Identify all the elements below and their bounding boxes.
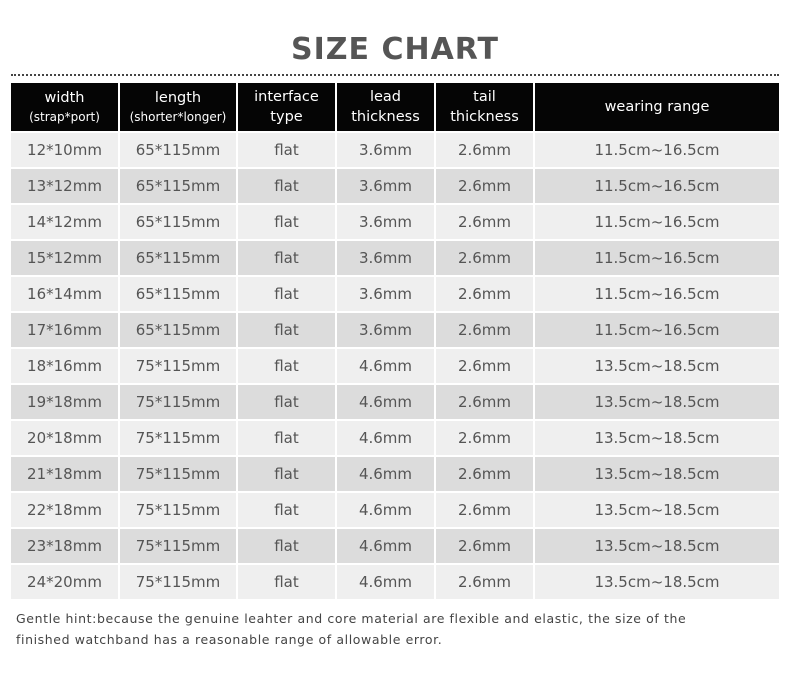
cell-length: 65*115mm bbox=[120, 311, 238, 347]
cell-wearing-range: 13.5cm~18.5cm bbox=[535, 563, 779, 599]
header-lead-thickness bbox=[337, 83, 436, 131]
cell-tail-thickness: 2.6mm bbox=[436, 275, 535, 311]
cell-lead-thickness: 4.6mm bbox=[337, 419, 436, 455]
table-row bbox=[11, 311, 779, 347]
cell-width: 15*12mm bbox=[11, 239, 120, 275]
cell-interface-type: flat bbox=[238, 455, 337, 491]
table-row bbox=[11, 275, 779, 311]
cell-width: 23*18mm bbox=[11, 527, 120, 563]
header-sublabel: (strap*port) bbox=[29, 110, 100, 124]
cell-tail-thickness: 2.6mm bbox=[436, 239, 535, 275]
cell-interface-type: flat bbox=[238, 383, 337, 419]
cell-interface-type: flat bbox=[238, 311, 337, 347]
cell-lead-thickness: 3.6mm bbox=[337, 275, 436, 311]
cell-tail-thickness: 2.6mm bbox=[436, 419, 535, 455]
cell-tail-thickness: 2.6mm bbox=[436, 455, 535, 491]
cell-tail-thickness: 2.6mm bbox=[436, 131, 535, 167]
dotted-divider bbox=[11, 74, 779, 76]
cell-width: 14*12mm bbox=[11, 203, 120, 239]
header-sublabel: thickness bbox=[450, 109, 519, 125]
cell-width: 16*14mm bbox=[11, 275, 120, 311]
cell-interface-type: flat bbox=[238, 167, 337, 203]
cell-wearing-range: 13.5cm~18.5cm bbox=[535, 383, 779, 419]
cell-lead-thickness: 3.6mm bbox=[337, 203, 436, 239]
cell-length: 75*115mm bbox=[120, 527, 238, 563]
cell-length: 75*115mm bbox=[120, 347, 238, 383]
cell-length: 75*115mm bbox=[120, 563, 238, 599]
cell-lead-thickness: 4.6mm bbox=[337, 455, 436, 491]
table-row bbox=[11, 563, 779, 599]
header-sublabel: (shorter*longer) bbox=[129, 110, 227, 124]
cell-interface-type: flat bbox=[238, 491, 337, 527]
cell-length: 75*115mm bbox=[120, 383, 238, 419]
cell-lead-thickness: 3.6mm bbox=[337, 311, 436, 347]
cell-wearing-range: 13.5cm~18.5cm bbox=[535, 455, 779, 491]
table-body bbox=[11, 131, 779, 599]
cell-tail-thickness: 2.6mm bbox=[436, 527, 535, 563]
cell-wearing-range: 11.5cm~16.5cm bbox=[535, 167, 779, 203]
cell-width: 17*16mm bbox=[11, 311, 120, 347]
cell-lead-thickness: 4.6mm bbox=[337, 563, 436, 599]
table-row bbox=[11, 239, 779, 275]
cell-tail-thickness: 2.6mm bbox=[436, 347, 535, 383]
cell-interface-type: flat bbox=[238, 131, 337, 167]
header-length bbox=[120, 83, 238, 131]
cell-tail-thickness: 2.6mm bbox=[436, 203, 535, 239]
size-chart-table bbox=[11, 83, 779, 599]
cell-interface-type: flat bbox=[238, 239, 337, 275]
table-header-row bbox=[11, 83, 779, 131]
cell-lead-thickness: 4.6mm bbox=[337, 527, 436, 563]
cell-tail-thickness: 2.6mm bbox=[436, 167, 535, 203]
cell-tail-thickness: 2.6mm bbox=[436, 311, 535, 347]
cell-width: 20*18mm bbox=[11, 419, 120, 455]
cell-interface-type: flat bbox=[238, 563, 337, 599]
cell-lead-thickness: 4.6mm bbox=[337, 347, 436, 383]
cell-wearing-range: 13.5cm~18.5cm bbox=[535, 491, 779, 527]
cell-lead-thickness: 4.6mm bbox=[337, 491, 436, 527]
hint-line-2: finished watchband has a reasonable range of allowable error. bbox=[16, 632, 443, 647]
cell-length: 75*115mm bbox=[120, 455, 238, 491]
cell-wearing-range: 13.5cm~18.5cm bbox=[535, 527, 779, 563]
gentle-hint bbox=[16, 608, 776, 650]
cell-length: 65*115mm bbox=[120, 131, 238, 167]
table-row bbox=[11, 347, 779, 383]
table-row bbox=[11, 491, 779, 527]
cell-width: 24*20mm bbox=[11, 563, 120, 599]
header-label: interface bbox=[254, 89, 319, 105]
cell-wearing-range: 11.5cm~16.5cm bbox=[535, 131, 779, 167]
cell-length: 65*115mm bbox=[120, 167, 238, 203]
table-row bbox=[11, 131, 779, 167]
header-sublabel: thickness bbox=[351, 109, 420, 125]
header-label: lead bbox=[369, 89, 402, 105]
header-tail-thickness bbox=[436, 83, 535, 131]
cell-interface-type: flat bbox=[238, 347, 337, 383]
header-interface-type bbox=[238, 83, 337, 131]
cell-tail-thickness: 2.6mm bbox=[436, 563, 535, 599]
cell-width: 21*18mm bbox=[11, 455, 120, 491]
table-row bbox=[11, 203, 779, 239]
cell-wearing-range: 13.5cm~18.5cm bbox=[535, 419, 779, 455]
table-row bbox=[11, 383, 779, 419]
header-label: tail bbox=[473, 89, 496, 105]
cell-interface-type: flat bbox=[238, 419, 337, 455]
header-label: width bbox=[44, 90, 85, 106]
cell-width: 18*16mm bbox=[11, 347, 120, 383]
table-row bbox=[11, 455, 779, 491]
cell-length: 65*115mm bbox=[120, 239, 238, 275]
header-label: length bbox=[154, 90, 202, 106]
cell-length: 75*115mm bbox=[120, 491, 238, 527]
cell-wearing-range: 11.5cm~16.5cm bbox=[535, 203, 779, 239]
cell-lead-thickness: 3.6mm bbox=[337, 167, 436, 203]
cell-lead-thickness: 3.6mm bbox=[337, 239, 436, 275]
cell-length: 65*115mm bbox=[120, 275, 238, 311]
cell-width: 12*10mm bbox=[11, 131, 120, 167]
cell-wearing-range: 11.5cm~16.5cm bbox=[535, 311, 779, 347]
cell-length: 75*115mm bbox=[120, 419, 238, 455]
cell-width: 19*18mm bbox=[11, 383, 120, 419]
table-row bbox=[11, 419, 779, 455]
header-sublabel: type bbox=[270, 109, 303, 125]
table-row bbox=[11, 527, 779, 563]
page-title: SIZE CHART bbox=[290, 32, 500, 67]
cell-lead-thickness: 3.6mm bbox=[337, 131, 436, 167]
cell-width: 13*12mm bbox=[11, 167, 120, 203]
cell-interface-type: flat bbox=[238, 275, 337, 311]
cell-wearing-range: 13.5cm~18.5cm bbox=[535, 347, 779, 383]
cell-interface-type: flat bbox=[238, 203, 337, 239]
cell-interface-type: flat bbox=[238, 527, 337, 563]
header-wearing-range bbox=[535, 83, 779, 131]
cell-width: 22*18mm bbox=[11, 491, 120, 527]
hint-line-1: Gentle hint:because the genuine leahter and core material are flexible and elastic, the size of the bbox=[16, 611, 687, 626]
cell-lead-thickness: 4.6mm bbox=[337, 383, 436, 419]
table-row bbox=[11, 167, 779, 203]
cell-length: 65*115mm bbox=[120, 203, 238, 239]
header-width bbox=[11, 83, 120, 131]
cell-wearing-range: 11.5cm~16.5cm bbox=[535, 275, 779, 311]
cell-tail-thickness: 2.6mm bbox=[436, 383, 535, 419]
cell-tail-thickness: 2.6mm bbox=[436, 491, 535, 527]
header-label: wearing range bbox=[604, 99, 710, 115]
cell-wearing-range: 11.5cm~16.5cm bbox=[535, 239, 779, 275]
